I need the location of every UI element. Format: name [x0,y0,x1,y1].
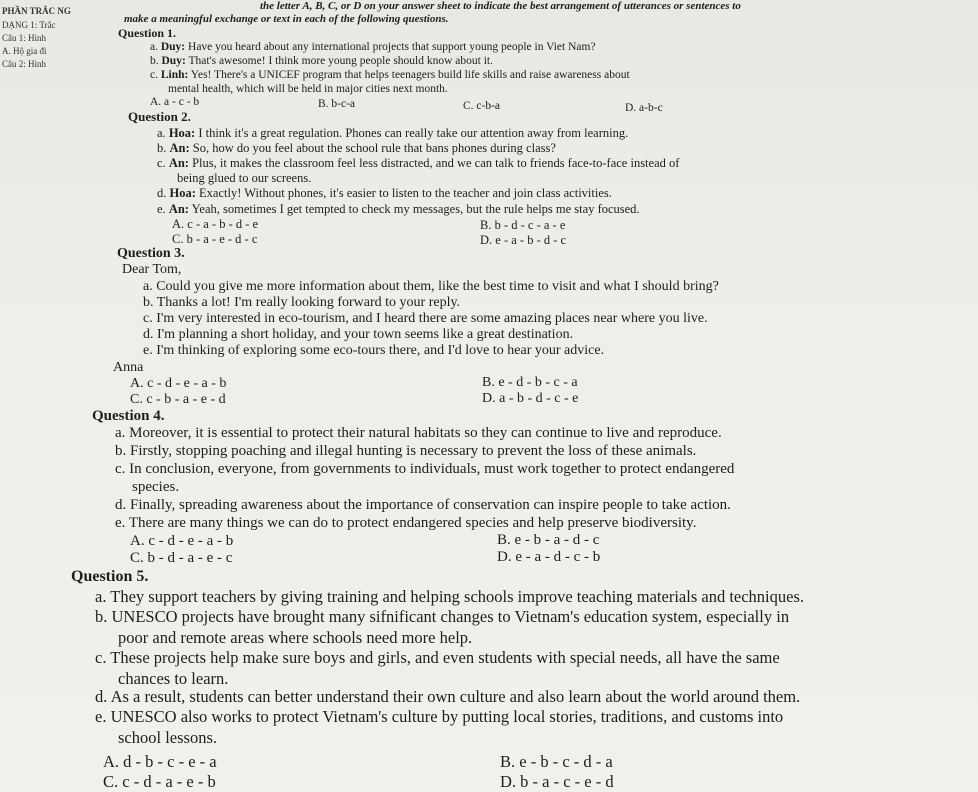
q4-line-e: e. There are many things we can do to protect endangered species and help preserve biodiversity. [115,515,697,531]
q4-line-c-cont: species. [132,479,180,495]
q1-option-b: B. b-c-a [318,98,356,110]
question-3-title: Question 3. [117,246,185,261]
instruction-line-1: the letter A, B, C, or D on your answer sheet to indicate the best arrangement of utterances or sentences to [260,0,741,12]
q3-line-e: e. I'm thinking of exploring some eco-tours there, and I'd love to hear your advice. [143,343,605,358]
question-5-title: Question 5. [71,568,149,585]
q5-option-b: B. e - b - c - d - a [500,752,613,771]
q3-option-c: C. c - b - a - e - d [130,392,226,407]
q5-option-d: D. b - a - c - e - d [500,772,614,791]
q2-line-c-cont: being glued to our screens. [177,171,312,185]
q2-line-a: a. Hoa: I think it's a great regulation. Phones can really take our attention away from learning. [157,126,629,140]
q2-option-d: D. e - a - b - d - c [480,233,567,247]
q1-line-a: a. Duy: Have you heard about any international projects that support young people in Viet Nam? [150,41,596,53]
q5-line-b-cont: poor and remote areas where schools need more help. [118,628,473,647]
q2-line-d: d. Hoa: Exactly! Without phones, it's easier to listen to the teacher and join class activities. [157,186,612,200]
q5-option-a: A. d - b - c - e - a [103,752,217,771]
q1-option-a: A. a - c - b [150,96,200,108]
q4-line-b: b. Firstly, stopping poaching and illegal hunting is necessary to prevent the loss of these animals. [115,443,697,459]
side-header-4: A. Hộ gia đì [2,46,47,56]
q2-option-c: C. b - a - e - d - c [172,232,258,246]
q4-option-c: C. b - d - a - e - c [130,550,233,566]
q3-line-a: a. Could you give me more information about them, like the best time to visit and what I should bring? [143,279,719,294]
q3-option-b: B. e - d - b - c - a [482,375,578,390]
side-header-5: Câu 2: Hình [2,59,46,69]
q5-line-d: d. As a result, students can better understand their own culture and also learn about the world around them. [95,687,801,706]
q1-line-c-cont: mental health, which will be held in major cities next month. [168,83,448,95]
q4-option-a: A. c - d - e - a - b [130,533,234,549]
q3-signoff: Anna [113,360,144,375]
question-1-title: Question 1. [118,26,177,40]
q2-line-b: b. An: So, how do you feel about the school rule that bans phones during class? [157,141,556,155]
q3-greeting: Dear Tom, [122,262,182,277]
q3-option-d: D. a - b - d - c - e [482,391,579,406]
q4-line-d: d. Finally, spreading awareness about the importance of conservation can inspire people to take action. [115,497,731,513]
q5-line-a: a. They support teachers by giving training and helping schools improve teaching materials and techniques. [95,587,805,606]
q5-line-e: e. UNESCO also works to protect Vietnam's culture by putting local stories, traditions, and customs into [95,707,784,726]
q4-line-a: a. Moreover, it is essential to protect their natural habitats so they can continue to live and reproduce. [115,425,722,441]
q1-line-c: c. Linh: Yes! There's a UNICEF program that helps teenagers build life skills and raise awareness about [150,69,630,81]
q4-line-c: c. In conclusion, everyone, from governments to individuals, must work together to protect endangered [115,461,735,477]
q2-option-a: A. c - a - b - d - e [172,217,259,231]
q5-line-c: c. These projects help make sure boys and girls, and even students with special needs, all have the same [95,648,780,667]
question-4-title: Question 4. [92,408,165,424]
q3-line-c: c. I'm very interested in eco-tourism, and I heard there are some amazing places near where you live. [143,311,708,326]
q2-line-c: c. An: Plus, it makes the classroom feel less distracted, and we can talk to friends face-to-face instead of [157,156,680,170]
question-2-title: Question 2. [128,109,191,124]
side-header-2: DẠNG 1: Trắc [2,20,56,30]
side-header-3: Câu 1: Hình [2,33,46,43]
q1-option-d: D. a-b-c [625,102,663,114]
q5-line-c-cont: chances to learn. [118,669,229,688]
instruction-line-2: make a meaningful exchange or text in each of the following questions. [124,13,449,25]
q1-line-b: b. Duy: That's awesome! I think more young people should know about it. [150,55,493,67]
q5-line-e-cont: school lessons. [118,728,217,747]
q5-option-c: C. c - d - a - e - b [103,772,216,791]
q3-line-b: b. Thanks a lot! I'm really looking forward to your reply. [143,295,461,310]
side-header-1: PHẦN TRẮC NG [2,6,71,16]
q5-line-b: b. UNESCO projects have brought many sifnificant changes to Vietnam's education system, especially in [95,607,790,626]
q4-option-d: D. e - a - d - c - b [497,549,601,565]
q4-option-b: B. e - b - a - d - c [497,532,600,548]
q2-option-b: B. b - d - c - a - e [480,218,566,232]
q3-option-a: A. c - d - e - a - b [130,376,227,391]
q2-line-e: e. An: Yeah, sometimes I get tempted to check my messages, but the rule helps me stay focused. [157,202,640,216]
q3-line-d: d. I'm planning a short holiday, and your town seems like a great destination. [143,327,574,342]
q1-option-c: C. c-b-a [463,100,501,112]
